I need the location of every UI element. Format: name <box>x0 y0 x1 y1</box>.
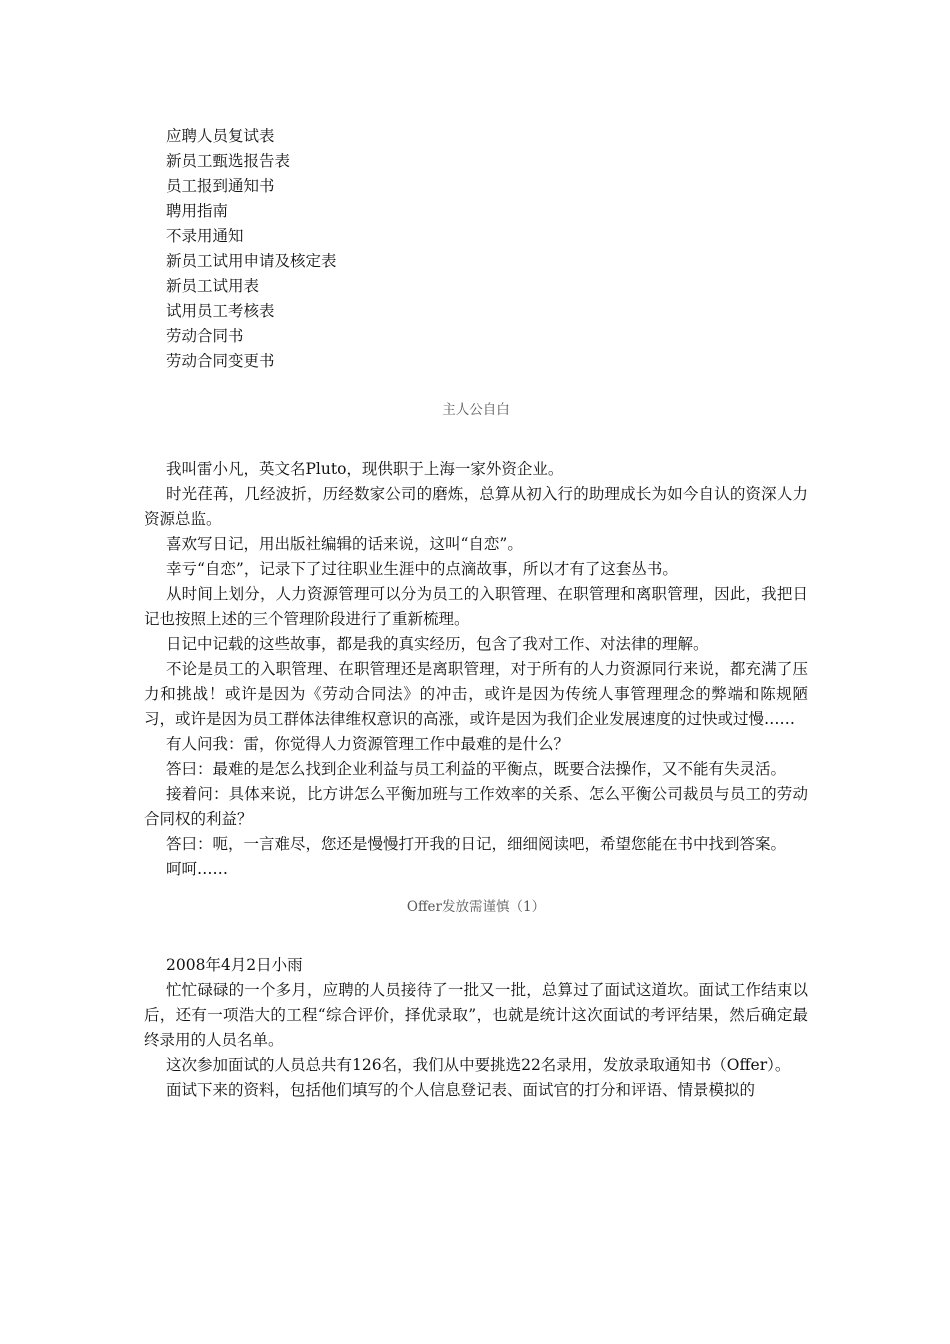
paragraph: 不论是员工的入职管理、在职管理还是离职管理，对于所有的人力资源同行来说，都充满了压力和挑战！或许是因为《劳动合同法》的冲击，或许是因为传统人事管理理念的弊端和陈规陋习，或许是因为员工群体法律维权意识的高涨，或许是因为我们企业发展速度的过快或过慢…… <box>144 660 808 728</box>
paragraph: 幸亏“自恋”，记录下了过往职业生涯中的点滴故事，所以才有了这套丛书。 <box>166 560 678 578</box>
paragraph: 忙忙碌碌的一个多月，应聘的人员接待了一批又一批，总算过了面试这道坎。面试工作结束以后，还有一项浩大的工程“综合评价，择优录取”，也就是统计这次面试的考评结果，然后确定最终录用的人员名单。 <box>144 981 808 1049</box>
list-item: 聘用指南 <box>166 202 229 220</box>
diary-date: 2008年4月2日小雨 <box>166 956 303 974</box>
paragraph: 答曰：呃，一言难尽，您还是慢慢打开我的日记，细细阅读吧，希望您能在书中找到答案。 <box>166 835 787 853</box>
list-item: 应聘人员复试表 <box>166 127 275 145</box>
paragraph: 时光荏苒，几经波折，历经数家公司的磨炼，总算从初入行的助理成长为如今自认的资深人力资源总监。 <box>144 485 808 528</box>
paragraph: 接着问：具体来说，比方讲怎么平衡加班与工作效率的关系、怎么平衡公司裁员与员工的劳动合同权的利益？ <box>144 785 808 828</box>
list-item: 新员工试用申请及核定表 <box>166 252 337 270</box>
paragraph: 从时间上划分，人力资源管理可以分为员工的入职管理、在职管理和离职管理，因此，我把日记也按照上述的三个管理阶段进行了重新梳理。 <box>144 585 808 628</box>
section-title-offer: Offer发放需谨慎（1） <box>406 899 546 915</box>
paragraph: 我叫雷小凡，英文名Pluto，现供职于上海一家外资企业。 <box>166 460 564 478</box>
document-page <box>144 124 808 1103</box>
list-item: 员工报到通知书 <box>166 177 275 195</box>
section-offer-body <box>144 953 808 1103</box>
paragraph: 答曰：最难的是怎么找到企业利益与员工利益的平衡点，既要合法操作，又不能有失灵活。 <box>166 760 787 778</box>
paragraph: 这次参加面试的人员总共有126名，我们从中要挑选22名录用，发放录取通知书（Offer）。 <box>166 1056 791 1074</box>
list-item: 新员工甄选报告表 <box>166 152 291 170</box>
paragraph: 呵呵…… <box>166 860 229 878</box>
paragraph: 面试下来的资料，包括他们填写的个人信息登记表、面试官的打分和评语、情景模拟的 <box>166 1081 756 1099</box>
list-item: 试用员工考核表 <box>166 302 275 320</box>
list-item: 劳动合同变更书 <box>166 352 275 370</box>
list-item: 新员工试用表 <box>166 277 260 295</box>
section-protagonist-body <box>144 457 808 882</box>
list-item: 不录用通知 <box>166 227 244 245</box>
section-title-protagonist: 主人公自白 <box>442 402 510 418</box>
paragraph: 日记中记载的这些故事，都是我的真实经历，包含了我对工作、对法律的理解。 <box>166 635 709 653</box>
paragraph: 有人问我：雷，你觉得人力资源管理工作中最难的是什么？ <box>166 735 570 753</box>
paragraph: 喜欢写日记，用出版社编辑的话来说，这叫“自恋”。 <box>166 535 523 553</box>
form-list <box>144 124 808 374</box>
list-item: 劳动合同书 <box>166 327 244 345</box>
